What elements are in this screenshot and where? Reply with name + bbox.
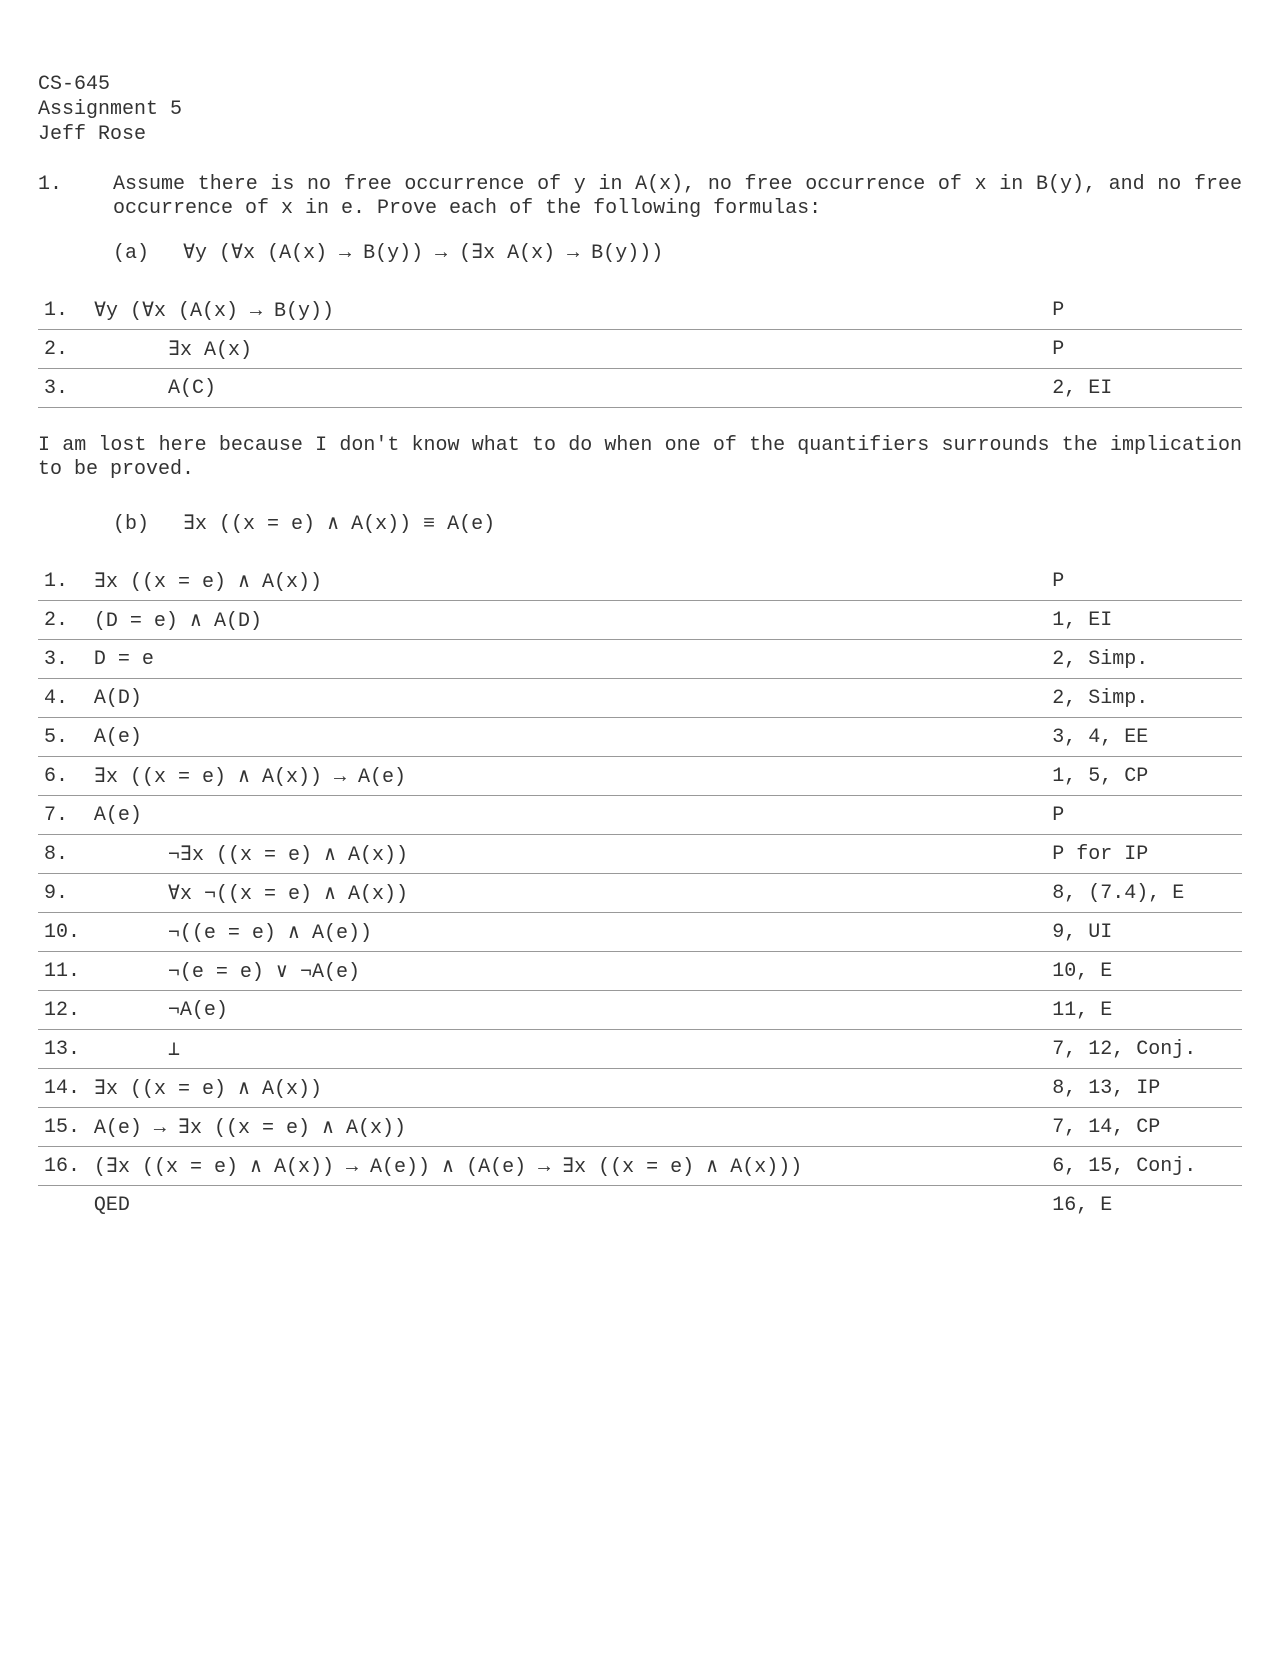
proof-row bbox=[38, 1186, 1242, 1225]
proof-formula-cell bbox=[94, 1030, 1052, 1069]
proof-table-a bbox=[38, 291, 1242, 408]
proof-formula-cell bbox=[94, 330, 1052, 369]
proof-line-number: 12. bbox=[38, 991, 94, 1030]
proof-line-number: 6. bbox=[38, 757, 94, 796]
author-name: Jeff Rose bbox=[38, 123, 147, 146]
proof-line-number: 15. bbox=[38, 1108, 94, 1147]
proof-line-number bbox=[38, 1186, 94, 1225]
proof-formula: (∃x ((x = e) ∧ A(x)) → A(e)) ∧ (A(e) → ∃x ((x = e) ∧ A(x))) bbox=[93, 1156, 803, 1179]
proof-formula-cell bbox=[94, 562, 1052, 601]
proof-row bbox=[38, 601, 1242, 640]
proof-formula: A(e) → ∃x ((x = e) ∧ A(x)) bbox=[93, 1117, 407, 1140]
proof-reason: 11, E bbox=[1052, 991, 1242, 1030]
problem-text: Assume there is no free occurrence of y in A(x), no free occurrence of x in B(y), and no free occurrence of x in e. Prove each of the following formulas: bbox=[113, 173, 1242, 220]
proof-row bbox=[38, 991, 1242, 1030]
proof-line-number: 1. bbox=[38, 291, 94, 330]
proof-line-number: 2. bbox=[38, 601, 94, 640]
proof-reason: P bbox=[1052, 330, 1242, 369]
proof-row bbox=[38, 1030, 1242, 1069]
proof-reason: 3, 4, EE bbox=[1052, 718, 1242, 757]
proof-formula-cell bbox=[94, 913, 1052, 952]
proof-row bbox=[38, 640, 1242, 679]
proof-reason: P bbox=[1052, 562, 1242, 601]
proof-row bbox=[38, 757, 1242, 796]
course-code: CS-645 bbox=[38, 73, 111, 96]
proof-formula-cell bbox=[94, 796, 1052, 835]
proof-reason: 8, (7.4), E bbox=[1052, 874, 1242, 913]
proof-line-number: 16. bbox=[38, 1147, 94, 1186]
proof-reason: 16, E bbox=[1052, 1193, 1113, 1217]
proof-line-number: 7. bbox=[38, 796, 94, 835]
proof-row bbox=[38, 718, 1242, 757]
proof-row bbox=[38, 913, 1242, 952]
proof-line-number: 5. bbox=[38, 718, 94, 757]
proof-formula-cell bbox=[94, 291, 1052, 330]
proof-line-number: 8. bbox=[38, 835, 94, 874]
proof-line-number: 14. bbox=[38, 1069, 94, 1108]
proof-reason: 1, 5, CP bbox=[1052, 757, 1242, 796]
proof-reason: P bbox=[1052, 796, 1242, 835]
problem-number: 1. bbox=[38, 173, 63, 196]
proof-formula-cell bbox=[94, 1069, 1052, 1108]
proof-formula-cell bbox=[94, 991, 1052, 1030]
proof-line-number: 11. bbox=[38, 952, 94, 991]
assignment-title: Assignment 5 bbox=[38, 98, 183, 121]
proof-formula-cell bbox=[94, 952, 1052, 991]
proof-formula-cell bbox=[94, 835, 1052, 874]
proof-formula: A(e) bbox=[93, 725, 142, 749]
proof-formula: D = e bbox=[93, 647, 154, 671]
proof-line-number: 3. bbox=[38, 640, 94, 679]
proof-row bbox=[38, 874, 1242, 913]
proof-formula: ∃x ((x = e) ∧ A(x)) → A(e) bbox=[93, 766, 407, 789]
proof-formula-cell bbox=[94, 640, 1052, 679]
proof-line-number: 1. bbox=[38, 562, 94, 601]
proof-formula-cell bbox=[94, 1186, 1052, 1225]
part-a-heading bbox=[113, 239, 1242, 269]
proof-formula-cell bbox=[94, 874, 1052, 913]
proof-reason: 2, Simp. bbox=[1052, 640, 1242, 679]
proof-formula: ∀y (∀x (A(x) → B(y)) bbox=[93, 300, 335, 323]
part-b-heading bbox=[113, 510, 1242, 540]
proof-formula: ∃x ((x = e) ∧ A(x)) bbox=[93, 571, 323, 594]
proof-reason: 2, Simp. bbox=[1052, 679, 1242, 718]
proof-reason: 1, EI bbox=[1052, 601, 1242, 640]
proof-formula: A(C) bbox=[167, 376, 216, 400]
proof-formula-cell bbox=[94, 1108, 1052, 1147]
proof-formula: ¬∃x ((x = e) ∧ A(x)) bbox=[167, 844, 409, 867]
proof-formula: ∃x A(x) bbox=[167, 339, 252, 362]
proof-formula: ¬(e = e) ∨ ¬A(e) bbox=[167, 961, 360, 984]
proof-reason: 7, 12, Conj. bbox=[1052, 1030, 1242, 1069]
proof-row bbox=[38, 1069, 1242, 1108]
proof-line-number: 3. bbox=[38, 369, 94, 408]
proof-formula: A(e) bbox=[93, 803, 142, 827]
proof-reason: P for IP bbox=[1052, 835, 1242, 874]
proof-row bbox=[38, 562, 1242, 601]
proof-reason: 6, 15, Conj. bbox=[1052, 1147, 1242, 1186]
part-b-label: (b) bbox=[113, 513, 150, 536]
part-b-formula: ∃x ((x = e) ∧ A(x)) ≡ A(e) bbox=[183, 513, 496, 536]
proof-formula-cell bbox=[94, 718, 1052, 757]
proof-reason: 10, E bbox=[1052, 952, 1242, 991]
part-a-label: (a) bbox=[113, 242, 150, 265]
document-page bbox=[38, 72, 1242, 1224]
proof-row bbox=[38, 1147, 1242, 1186]
document-header bbox=[38, 72, 1242, 147]
proof-line-number: 9. bbox=[38, 874, 94, 913]
proof-row bbox=[38, 330, 1242, 369]
proof-formula-cell bbox=[94, 757, 1052, 796]
proof-formula: ¬((e = e) ∧ A(e)) bbox=[167, 922, 372, 945]
proof-formula: (D = e) ∧ A(D) bbox=[93, 610, 262, 633]
proof-reason: P bbox=[1052, 291, 1242, 330]
proof-row bbox=[38, 1108, 1242, 1147]
proof-reason: 2, EI bbox=[1052, 369, 1242, 408]
proof-formula: A(D) bbox=[93, 686, 142, 710]
proof-row bbox=[38, 679, 1242, 718]
proof-line-number: 13. bbox=[38, 1030, 94, 1069]
proof-line-number: 4. bbox=[38, 679, 94, 718]
proof-formula-cell bbox=[94, 601, 1052, 640]
note-paragraph: I am lost here because I don't know what to do when one of the quantifiers surrounds the implication to be proved. bbox=[38, 434, 1242, 481]
proof-formula: QED bbox=[93, 1193, 130, 1217]
proof-line-number: 2. bbox=[38, 330, 94, 369]
proof-row bbox=[38, 796, 1242, 835]
proof-formula-cell bbox=[94, 1147, 1052, 1186]
proof-row bbox=[38, 952, 1242, 991]
proof-row bbox=[38, 369, 1242, 408]
proof-formula-cell bbox=[94, 369, 1052, 408]
proof-line-number: 10. bbox=[38, 913, 94, 952]
proof-row bbox=[38, 835, 1242, 874]
proof-table-b bbox=[38, 562, 1242, 1224]
proof-formula: ∀x ¬((x = e) ∧ A(x)) bbox=[167, 883, 409, 906]
proof-reason: 9, UI bbox=[1052, 913, 1242, 952]
part-a-formula: ∀y (∀x (A(x) → B(y)) → (∃x A(x) → B(y))) bbox=[183, 242, 664, 265]
proof-formula: ¬A(e) bbox=[167, 998, 228, 1022]
proof-reason: 8, 13, IP bbox=[1052, 1069, 1242, 1108]
proof-formula-cell bbox=[94, 679, 1052, 718]
proof-formula: ∃x ((x = e) ∧ A(x)) bbox=[93, 1078, 323, 1101]
proof-reason: 7, 14, CP bbox=[1052, 1108, 1242, 1147]
proof-row bbox=[38, 291, 1242, 330]
proof-formula: ⊥ bbox=[167, 1039, 180, 1062]
problem-statement bbox=[38, 173, 1242, 221]
